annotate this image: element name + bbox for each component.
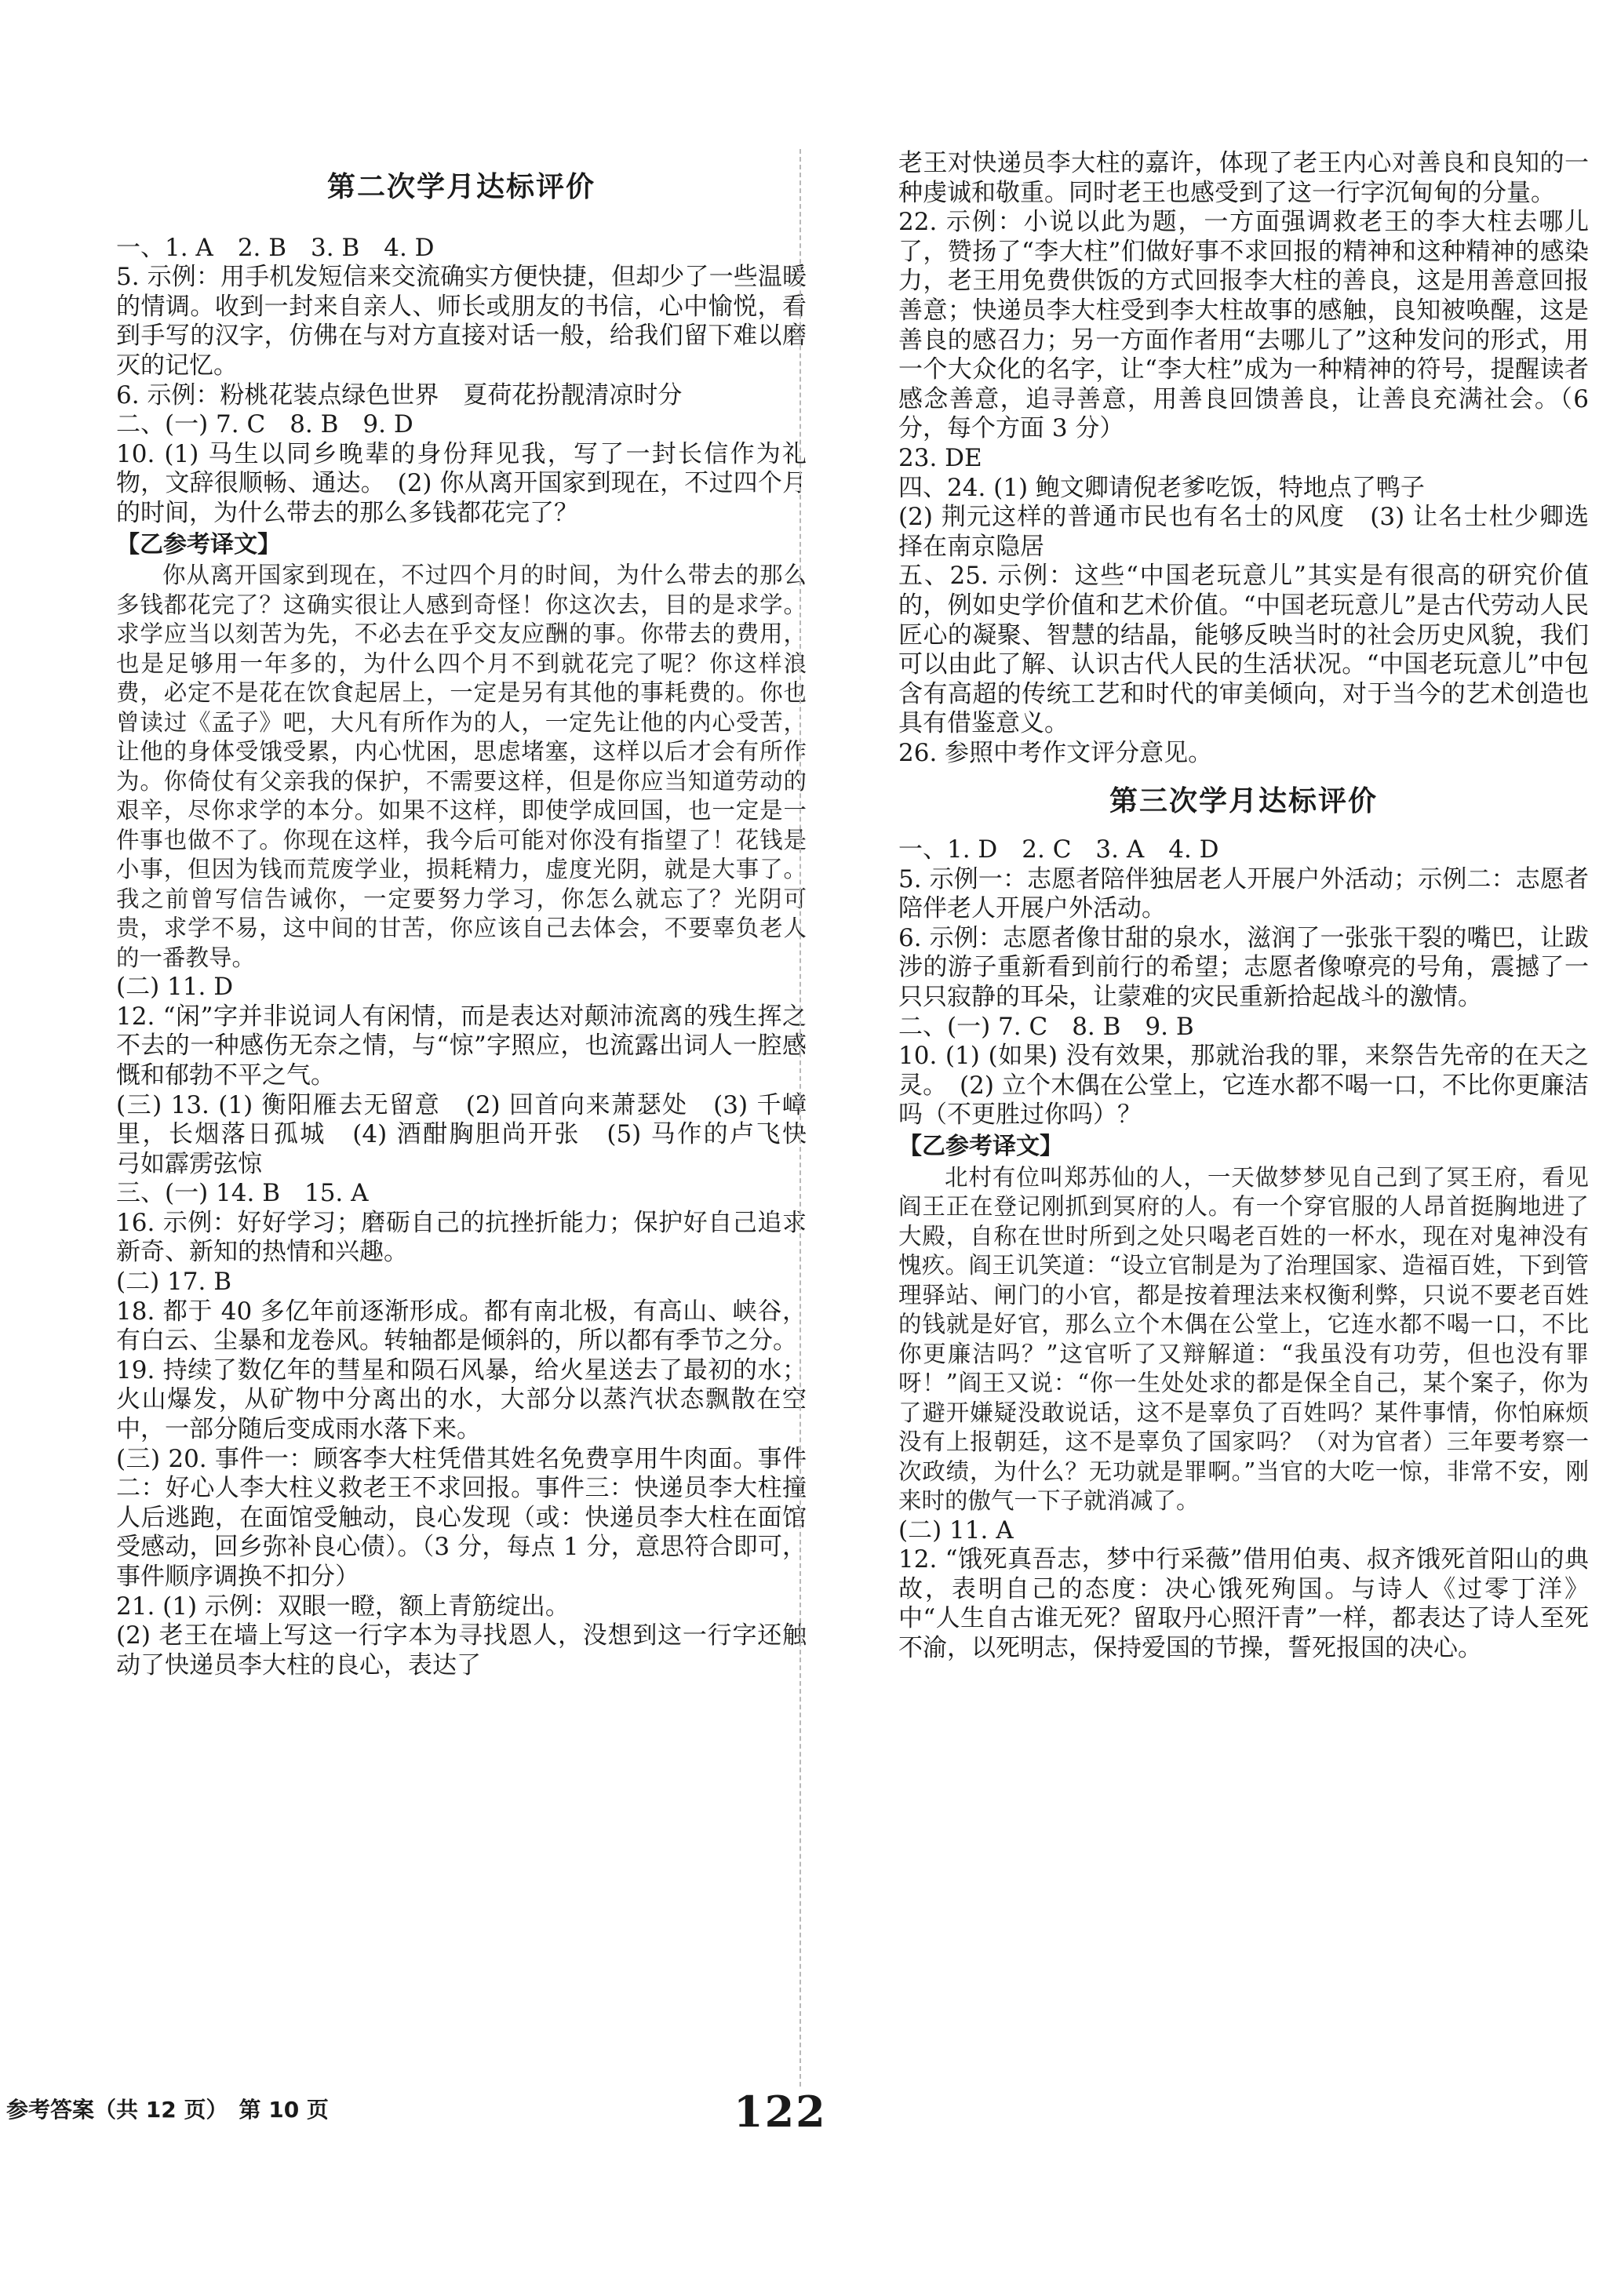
column-divider (800, 149, 801, 2087)
right-column (898, 149, 1597, 1664)
answer-line: 6. 示例：志愿者像甘甜的泉水，滋润了一张张干裂的嘴巴，让跋涉的游子重新看到前行的希望；志愿者像嘹亮的号角，震撼了一只只寂静的耳朵，让蒙难的灾民重新拾起战斗的激情。 (898, 923, 1589, 1012)
answer-line: 二、(一) 7. C 8. B 9. B (898, 1012, 1194, 1041)
answer-line: 12. “饿死真吾志，梦中行采薇”借用伯夷、叔齐饿死首阳山的典故，表明自己的态度：决心饿死殉国。与诗人《过零丁洋》中“人生自古谁无死？留取丹心照汗青”一样，都表达了诗人至死不渝，以死明志，保持爱国的节操，誓死报国的决心。 (898, 1545, 1589, 1662)
section-title-third: 第三次学月达标评价 (1109, 785, 1378, 818)
page-number: 122 (734, 2087, 827, 2137)
answer-line: 一、1. A 2. B 3. B 4. D (116, 233, 435, 262)
answer-line: 12. “闲”字并非说词人有闲情，而是表达对颠沛流离的残生挥之不去的一种感伤无奈之情，与“惊”字照应，也流露出词人一腔感慨和郁勃不平之气。 (116, 1002, 807, 1090)
answer-line: 19. 持续了数亿年的彗星和陨石风暴，给火星送去了最初的水；火山爆发，从矿物中分离出的水，大部分以蒸汽状态飘散在空中，一部分随后变成雨水落下来。 (116, 1355, 807, 1444)
answer-line: 五、25. 示例：这些“中国老玩意儿”其实是有很高的研究价值的，例如史学价值和艺术价值。“中国老玩意儿”是古代劳动人民匠心的凝聚、智慧的结晶，能够反映当时的社会历史风貌，我们可以由此了解、认识古代人民的生活状况。“中国老玩意儿”中包含有高超的传统工艺和时代的审美倾向，对于当今的艺术创造也具有借鉴意义。 (898, 562, 1589, 738)
answer-line: (2) 老王在墙上写这一行字本为寻找恩人，没想到这一行字还触动了快递员李大柱的良心，表达了 (116, 1621, 807, 1679)
answer-line: 老王对快递员李大柱的嘉许，体现了老王内心对善良和良知的一种虔诚和敬重。同时老王也感受到了这一行字沉甸甸的分量。 (898, 149, 1589, 207)
translation-text: 北村有位叫郑苏仙的人，一天做梦梦见自己到了冥王府，看见阎王正在登记刚抓到冥府的人。有一个穿官服的人昂首挺胸地进了大殿，自称在世时所到之处只喝老百姓的一杯水，现在对鬼神没有愧疚。阎王讥笑道：“设立官制是为了治理国家、造福百姓，下到管理驿站、闸门的小官，都是按着理法来权衡利弊，只说不要老百姓的钱就是好官，那么立个木偶在公堂上，它连水都不喝一口，不比你更廉洁吗？”这官听了又辩解道：“我虽没有功劳，但也没有罪呀！”阎王又说：“你一生处处求的都是保全自己，某个案子，你为了避开嫌疑没敢说话，这不是辜负了百姓吗？某件事情，你怕麻烦没有上报朝廷，这不是辜负了国家吗？（对为官者）三年要考察一次政绩，为什么？无功就是罪啊。”当官的大吃一惊，非常不安，刚来时的傲气一下子就消减了。 (898, 1163, 1589, 1515)
left-column (116, 149, 831, 1680)
translation-text: 你从离开国家到现在，不过四个月的时间，为什么带去的那么多钱都花完了？这确实很让人感到奇怪！你这次去，目的是求学。求学应当以刻苦为先，不必去在乎交友应酬的事。你带去的费用，也是足够用一年多的，为什么四个月不到就花完了呢？你这样浪费，必定不是花在饮食起居上，一定是另有其他的事耗费的。你也曾读过《孟子》吧，大凡有所作为的人，一定先让他的内心受苦，让他的身体受饿受累，内心忧困，思虑堵塞，这样以后才会有所作为。你倚仗有父亲我的保护，不需要这样，但是你应当知道劳动的艰辛，尽你求学的本分。如果不这样，即使学成回国，也一定是一件事也做不了。你现在这样，我今后可能对你没有指望了！花钱是小事，但因为钱而荒废学业，损耗精力，虚度光阴，就是大事了。我之前曾写信告诫你，一定要努力学习，你怎么就忘了？光阴可贵，求学不易，这中间的甘苦，你应该自己去体会，不要辜负老人的一番教导。 (116, 562, 807, 971)
answer-line: (三) 20. 事件一：顾客李大柱凭借其姓名免费享用牛肉面。事件二：好心人李大柱义救老王不求回报。事件三：快递员李大柱撞人后逃跑，在面馆受触动，良心发现（或：快递员李大柱在面馆受感动，回乡弥补良心债）。（3 分，每点 1 分，意思符合即可，事件顺序调换不扣分） (116, 1444, 807, 1591)
footer-page-info: 参考答案（共 12 页） 第 10 页 (6, 2097, 329, 2123)
answer-line: (三) 13. (1) 衡阳雁去无留意 (2) 回首向来萧瑟处 (3) 千嶂里，长烟落日孤城 (4) 酒酣胸胆尚开张 (5) 马作的卢飞快 弓如霹雳弦惊 (116, 1090, 831, 1178)
answer-line: 16. 示例：好好学习；磨砺自己的抗挫折能力；保护好自己追求新奇、新知的热情和兴趣。 (116, 1208, 807, 1267)
answer-line: 26. 参照中考作文评分意见。 (898, 738, 1213, 767)
answer-line: 21. (1) 示例：双眼一瞪，额上青筋绽出。 (116, 1592, 570, 1621)
answer-line: 三、(一) 14. B 15. A (116, 1179, 369, 1208)
answer-line: 5. 示例一：志愿者陪伴独居老人开展户外活动；示例二：志愿者陪伴老人开展户外活动。 (898, 864, 1589, 923)
translation-header: 【乙参考译文】 (116, 530, 281, 559)
answer-line: 10. (1) 马生以同乡晚辈的身份拜见我，写了一封长信作为礼物，文辞很顺畅、通达。 (2) 你从离开国家到现在，不过四个月的时间，为什么带去的那么多钱都花完了？ (116, 439, 807, 527)
answer-line: 二、(一) 7. C 8. B 9. D (116, 410, 413, 439)
page-footer (0, 2087, 1599, 2149)
translation-header: 【乙参考译文】 (898, 1133, 1063, 1160)
answer-line: (2) 荆元这样的普通市民也有名士的风度 (3) 让名士杜少卿选择在南京隐居 (898, 503, 1589, 561)
answer-line: 23. DE (898, 443, 982, 472)
answer-line: 18. 都于 40 多亿年前逐渐形成。都有南北极，有高山、峡谷，有白云、尘暴和龙卷风。转轴都是倾斜的，所以都有季节之分。 (116, 1297, 807, 1355)
answer-line: 一、1. D 2. C 3. A 4. D (898, 835, 1219, 864)
section-title-second: 第二次学月达标评价 (326, 171, 596, 203)
answer-line: 22. 示例：小说以此为题，一方面强调救老王的李大柱去哪儿了，赞扬了“李大柱”们做好事不求回报的精神和这种精神的感染力，老王用免费供饭的方式回报李大柱的善良，这是用善意回报善意；快递员李大柱受到李大柱故事的感触，良知被唤醒，这是善良的感召力；另一方面作者用“去哪儿了”这种发问的形式，用一个大众化的名字，让“李大柱”成为一种精神的符号，提醒读者感念善意，追寻善意，用善良回馈善良，让善良充满社会。（6 分，每个方面 3 分） (898, 208, 1597, 443)
answer-line: (二) 11. A (898, 1516, 1014, 1545)
answer-line: 四、24. (1) 鲍文卿请倪老爹吃饭，特地点了鸭子 (898, 473, 1425, 502)
answer-line: 5. 示例：用手机发短信来交流确实方便快捷，但却少了一些温暖的情调。收到一封来自亲人、师长或朋友的书信，心中愉悦，看到手写的汉字，仿佛在与对方直接对话一般，给我们留下难以磨灭的记忆。 (116, 263, 807, 380)
answer-line: 10. (1) (如果) 没有效果，那就治我的罪，来祭告先帝的在天之灵。 (2) 立个木偶在公堂上，它连水都不喝一口，不比你更廉洁吗（不更胜过你吗）？ (898, 1042, 1589, 1130)
answer-line: 6. 示例：粉桃花装点绿色世界 夏荷花扮靓清凉时分 (116, 380, 683, 409)
answer-line: (二) 11. D (116, 973, 234, 1002)
answer-line: (二) 17. B (116, 1268, 231, 1297)
